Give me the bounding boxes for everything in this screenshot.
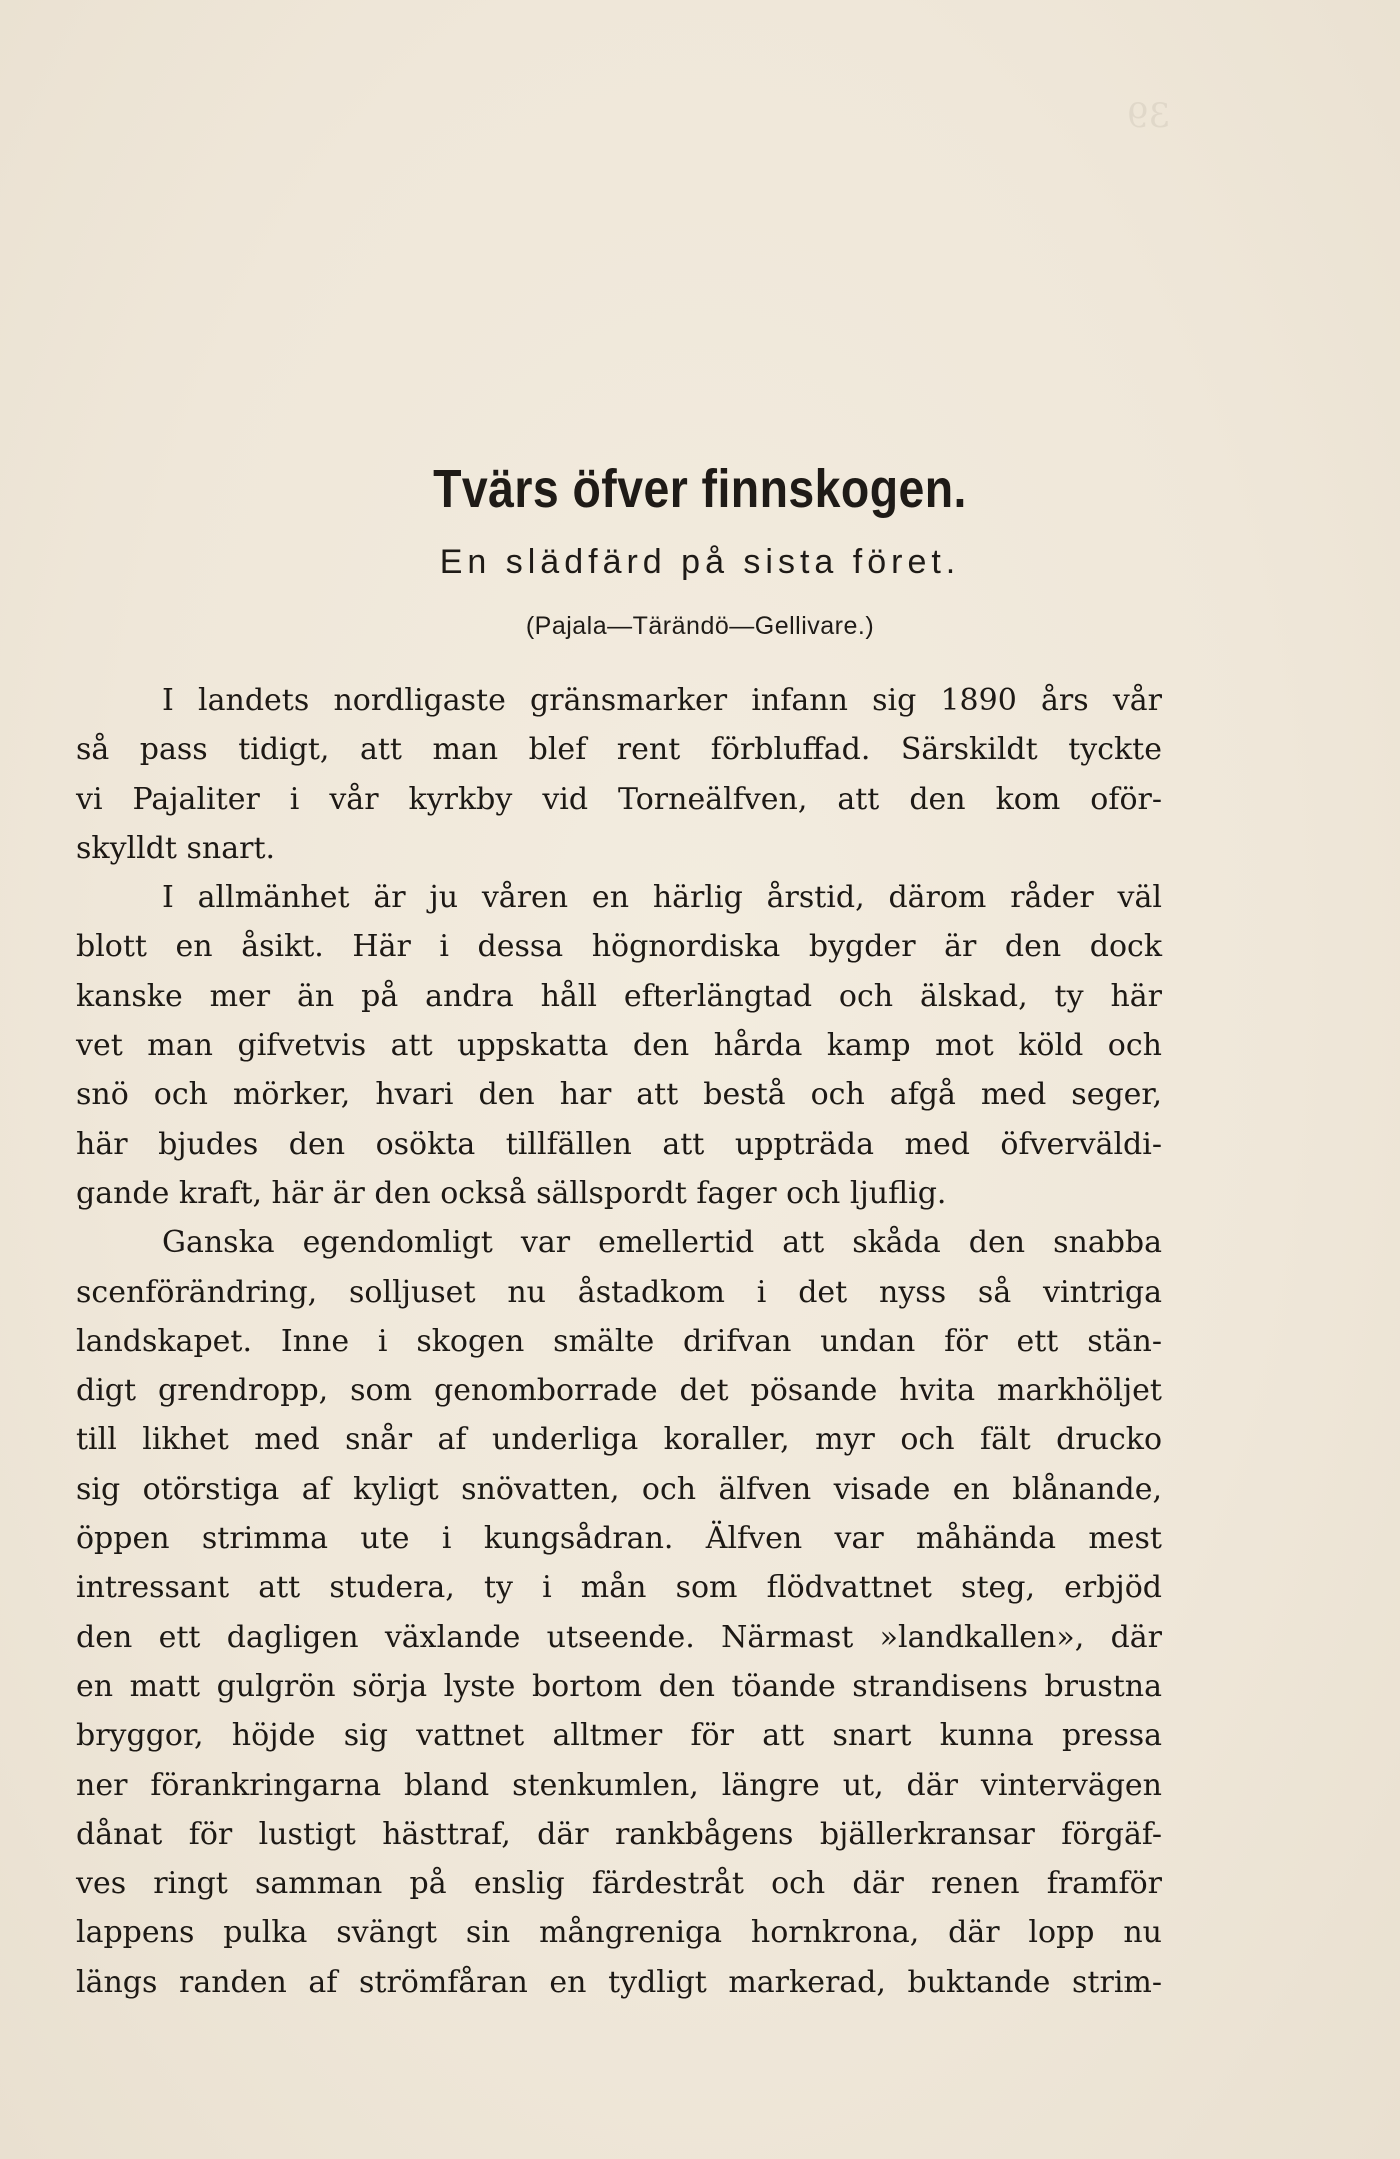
text-line: Ganska egendomligt var emellertid att skåda den snabba [162, 1225, 1162, 1261]
text-line: skylldt snart. [76, 830, 276, 866]
text-line: dånat för lustigt hästtraf, där rankbågens bjällerkransar förgäf- [76, 1816, 1162, 1852]
text-line: längs randen af strömfåran en tydligt markerad, buktande strim- [76, 1964, 1162, 2000]
text-line: öppen strimma ute i kungsådran. Älfven var måhända mest [76, 1521, 1162, 1557]
text-line: gande kraft, här är den också sällspordt fager och ljuflig. [76, 1175, 947, 1211]
text-line: den ett dagligen växlande utseende. Närmast »landkallen», där [76, 1619, 1162, 1655]
text-line: digt grendropp, som genomborrade det pösande hvita markhöljet [76, 1373, 1162, 1409]
text-line: ves ringt samman på enslig färdestråt och där renen framför [76, 1866, 1162, 1902]
text-line: så pass tidigt, att man blef rent förbluffad. Särskildt tyckte [76, 732, 1162, 768]
text-line: sig otörstiga af kyligt snövatten, och älfven visade en blånande, [76, 1471, 1162, 1507]
text-line: snö och mörker, hvari den har att bestå och afgå med seger, [76, 1077, 1162, 1113]
chapter-title: Tvärs öfver finnskogen. [433, 459, 967, 519]
text-line: intressant att studera, ty i mån som flödvattnet steg, erbjöd [76, 1570, 1162, 1606]
text-line: vi Pajaliter i vår kyrkby vid Torneälfven, att den kom oför- [76, 781, 1162, 817]
text-line: bryggor, höjde sig vattnet alltmer för att snart kunna pressa [76, 1718, 1162, 1754]
page-number: 39 [1126, 96, 1170, 136]
text-line: kanske mer än på andra håll efterlängtad och älskad, ty här [76, 978, 1162, 1014]
text-line: I allmänhet är ju våren en härlig årstid, därom råder väl [162, 880, 1162, 916]
body-text [76, 676, 1162, 2007]
text-line: landskapet. Inne i skogen smälte drifvan undan för ett stän- [76, 1323, 1162, 1359]
text-line: scenförändring, solljuset nu åstadkom i det nyss så vintriga [76, 1274, 1162, 1310]
text-line: I landets nordligaste gränsmarker infann sig 1890 års vår [162, 683, 1162, 718]
text-line: ner förankringarna bland stenkumlen, längre ut, där vintervägen [76, 1767, 1162, 1803]
paragraph-3 [76, 1218, 1162, 2007]
text-line: lappens pulka svängt sin mångreniga hornkrona, där lopp nu [76, 1915, 1162, 1951]
text-line: en matt gulgrön sörja lyste bortom den töande strandisens brustna [76, 1668, 1162, 1704]
text-line: vet man gifvetvis att uppskatta den hårda kamp mot köld och [76, 1028, 1162, 1064]
paragraph-2 [76, 873, 1162, 1218]
paragraph-1 [76, 676, 1162, 873]
text-line: här bjudes den osökta tillfällen att uppträda med öfverväldi- [76, 1126, 1162, 1162]
route-line: (Pajala—Tärändö—Gellivare.) [525, 612, 875, 640]
chapter-subtitle: En slädfärd på sista föret. [439, 543, 961, 581]
text-line: blott en åsikt. Här i dessa högnordiska bygder är den dock [76, 929, 1162, 965]
text-line: till likhet med snår af underliga koraller, myr och fält drucko [76, 1422, 1162, 1458]
